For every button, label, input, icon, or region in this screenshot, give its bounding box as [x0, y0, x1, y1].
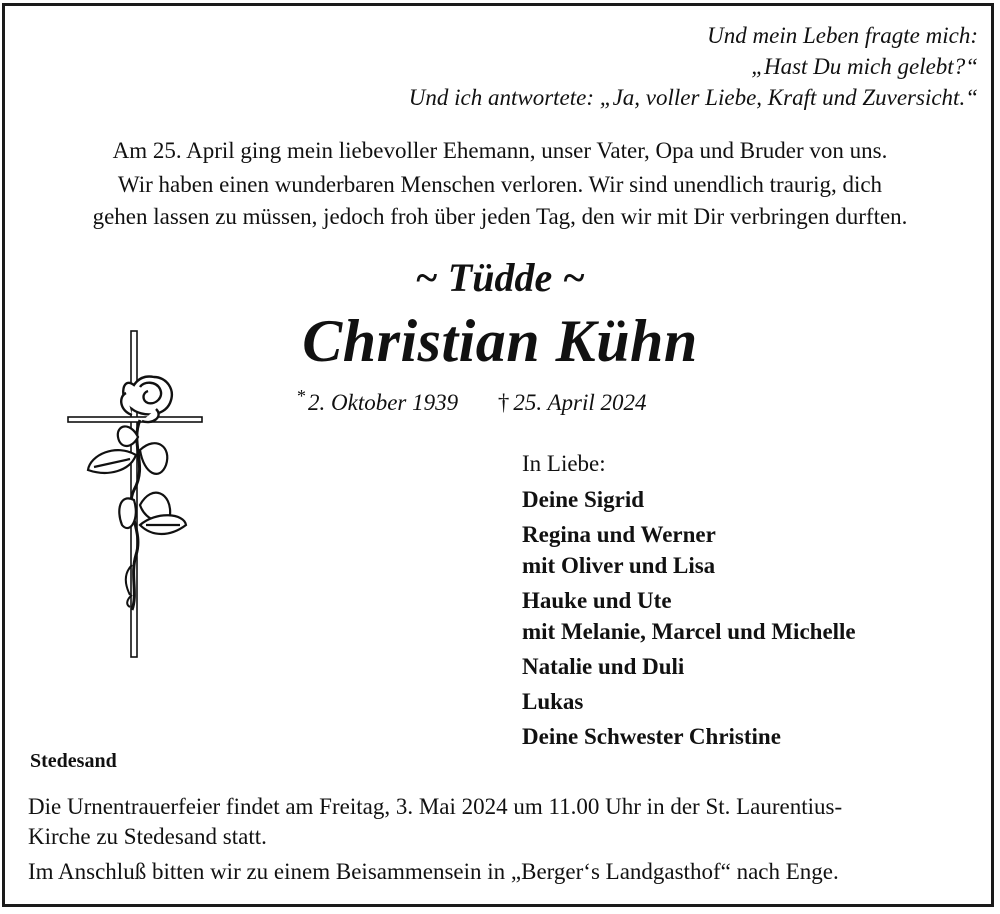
- birth-date: 2. Oktober 1939: [308, 390, 459, 415]
- poem-quote: [409, 20, 978, 113]
- signer-line: Regina und Werner: [522, 522, 716, 547]
- signer-line: mit Melanie, Marcel und Michelle: [522, 619, 856, 644]
- signer-line: Natalie und Duli: [522, 654, 685, 679]
- cross-with-rose-icon: [60, 325, 210, 665]
- signer-group: [522, 519, 856, 581]
- quote-line: Und ich antwortete: „Ja, voller Liebe, Kraft und Zuversicht.“: [408, 85, 978, 110]
- funeral-info: [28, 792, 978, 887]
- signer-line: Deine Sigrid: [522, 487, 645, 512]
- signer-line: Deine Schwester Christine: [522, 724, 781, 749]
- life-dates: [297, 380, 647, 419]
- death-group: [498, 390, 647, 415]
- deceased-name: Christian Kühn: [302, 308, 698, 374]
- signer-line: Hauke und Ute: [522, 588, 672, 613]
- birth-symbol: *: [297, 386, 306, 406]
- signer-group: [522, 585, 856, 647]
- death-symbol: †: [497, 390, 510, 415]
- signer-group: [522, 686, 856, 717]
- signer-group: [522, 721, 856, 752]
- signer-line: mit Oliver und Lisa: [522, 553, 716, 578]
- funeral-line: Die Urnentrauerfeier findet am Freitag, 3. Mai 2024 um 11.00 Uhr in der St. Laurentius-: [28, 794, 843, 819]
- signer-group: [522, 484, 856, 515]
- signers-block: [522, 448, 856, 756]
- nickname: ~ Tüdde ~: [414, 255, 586, 300]
- quote-line: „Hast Du mich gelebt?“: [751, 54, 978, 79]
- place-name: Stedesand: [30, 750, 117, 772]
- intro-text: [0, 135, 1000, 233]
- intro-line: Wir haben einen wunderbaren Menschen verloren. Wir sind unendlich traurig, dich: [117, 172, 883, 197]
- death-date: 25. April 2024: [513, 390, 647, 415]
- intro-line: Am 25. April ging mein liebevoller Ehemann, unser Vater, Opa und Bruder von uns.: [112, 138, 888, 163]
- signers-label: In Liebe:: [522, 451, 606, 476]
- gathering-line: Im Anschluß bitten wir zu einem Beisammensein in „Berger‘s Landgasthof“ nach Enge.: [28, 859, 839, 884]
- signer-group: [522, 651, 856, 682]
- intro-line: gehen lassen zu müssen, jedoch froh über jeden Tag, den wir mit Dir verbringen durften.: [92, 204, 908, 229]
- signer-line: Lukas: [522, 689, 584, 714]
- quote-line: Und mein Leben fragte mich:: [707, 23, 978, 48]
- funeral-line: Kirche zu Stedesand statt.: [28, 824, 267, 849]
